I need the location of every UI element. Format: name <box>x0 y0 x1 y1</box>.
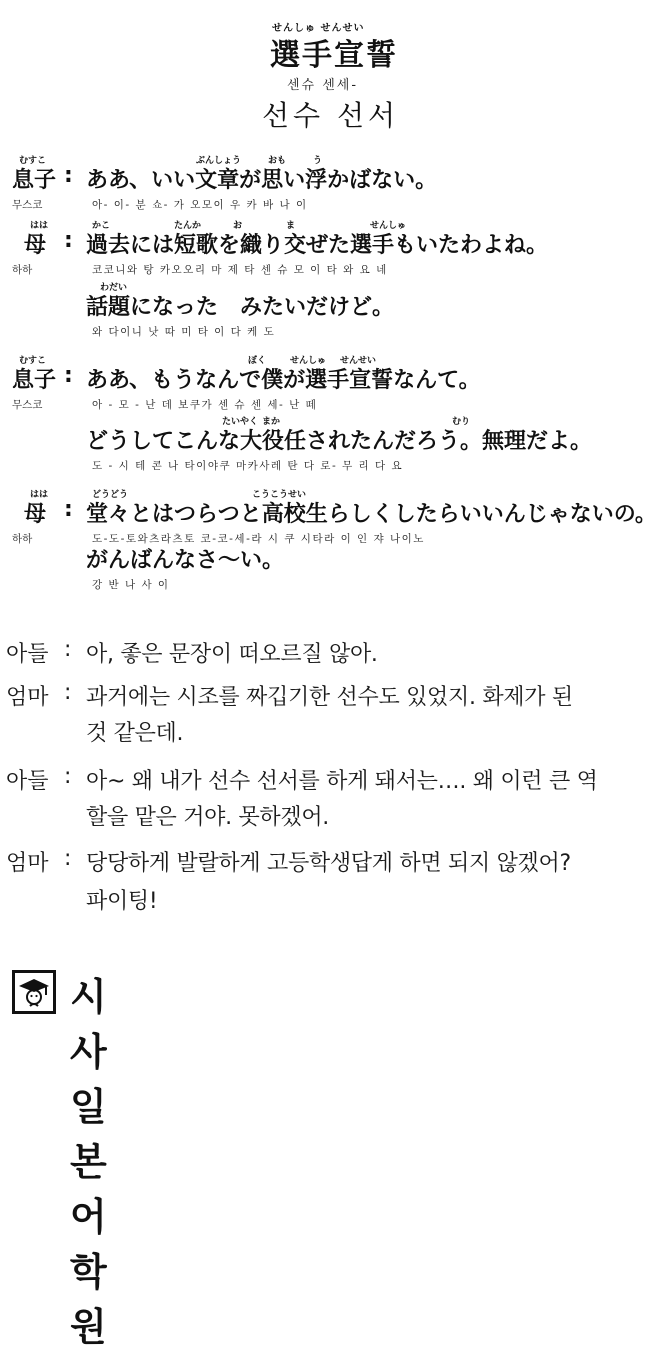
speaker-pronunciation: 하하 <box>12 264 33 276</box>
speaker-name: 息子 <box>12 168 57 193</box>
japanese-line: 話題になった みたいだけど。 <box>86 295 395 320</box>
korean-reading: 와 다이니 낫 따 미 타 이 다 케 도 <box>92 326 276 338</box>
furigana: まか <box>262 417 281 427</box>
title-ruby: せんしゅ せんせい <box>272 23 365 34</box>
speaker-colon: : <box>64 228 73 253</box>
furigana: ぼく <box>248 356 267 366</box>
speaker-ruby: むすこ <box>19 356 47 366</box>
korean-reading: 도 - 시 테 콘 나 타이야쿠 마카사레 탄 다 로- 무 리 다 요 <box>92 460 404 472</box>
speaker-pronunciation: 무스코 <box>12 399 43 411</box>
japanese-line: 堂々とはつらつと高校生らしくしたらいいんじゃないの。 <box>86 502 657 527</box>
translation-line: 아, 좋은 문장이 떠오르질 않아. <box>86 642 378 667</box>
furigana: ぶんしょう <box>196 156 242 166</box>
furigana: かこ <box>92 221 111 231</box>
korean-reading: 아- 이- 분 쇼- 가 오모이 우 카 바 나 이 <box>92 199 308 211</box>
speaker-name: 母 <box>24 233 47 258</box>
furigana: せんしゅ <box>370 221 407 231</box>
graduation-cap-face-icon <box>12 970 56 1014</box>
translation-line: 과거에는 시조를 짜깁기한 선수도 있었지. 화제가 된 <box>86 685 573 710</box>
furigana: せんせい <box>340 356 377 366</box>
furigana: おも <box>268 156 287 166</box>
japanese-line: 過去には短歌を織り交ぜた選手もいたわよね。 <box>86 233 549 258</box>
furigana: たんか <box>174 221 202 231</box>
title-japanese: 選手宣誓 <box>270 38 398 73</box>
translation-speaker: 엄마 <box>6 851 49 876</box>
speaker-name: 息子 <box>12 368 57 393</box>
furigana: どうどう <box>92 490 129 500</box>
speaker-ruby: はは <box>30 221 49 231</box>
speaker-ruby: むすこ <box>19 156 47 166</box>
speaker-name: 母 <box>24 502 47 527</box>
translation-speaker: 엄마 <box>6 685 49 710</box>
translation-line: 당당하게 발랄하게 고등학생답게 하면 되지 않겠어? <box>86 851 571 876</box>
korean-reading: 아 - 모 - 난 데 보쿠가 센 슈 센 세- 난 떼 <box>92 399 318 411</box>
translation-colon: : <box>64 637 72 662</box>
japanese-line: ああ、いい文章が思い浮かばない。 <box>86 168 438 193</box>
speaker-colon: : <box>64 163 73 188</box>
furigana: せんしゅ <box>290 356 327 366</box>
korean-reading: 도-도-토와츠라츠토 코-코-세-라 시 쿠 시타라 이 인 쟈 나이노 <box>92 533 425 545</box>
furigana: う <box>313 156 323 166</box>
furigana: ま <box>286 221 296 231</box>
translation-line: 할을 맡은 거야. 못하겠어. <box>86 805 329 830</box>
translation-colon: : <box>64 846 72 871</box>
japanese-line: どうしてこんな大役任されたんだろう。無理だよ。 <box>86 429 593 454</box>
furigana: むり <box>452 417 471 427</box>
translation-line: 아~ 왜 내가 선수 선서를 하게 돼서는…. 왜 이런 큰 역 <box>86 769 598 794</box>
speaker-colon: : <box>64 497 73 522</box>
translation-speaker: 아들 <box>6 642 49 667</box>
speaker-colon: : <box>64 363 73 388</box>
translation-line: 파이팅! <box>86 889 158 914</box>
furigana: お <box>233 221 243 231</box>
speaker-pronunciation: 무스코 <box>12 199 43 211</box>
title-korean: 선수 선서 <box>262 99 400 132</box>
furigana: たいやく <box>222 417 259 427</box>
korean-reading: 강 반 나 사 이 <box>92 579 170 591</box>
japanese-line: がんばんなさ～い。 <box>86 548 285 573</box>
title-pronunciation: 센슈 센세- <box>287 78 359 93</box>
speaker-ruby: はは <box>30 490 49 500</box>
speaker-pronunciation: 하하 <box>12 533 33 545</box>
translation-line: 것 같은데. <box>86 721 184 746</box>
japanese-line: ああ、もうなんで僕が選手宣誓なんて。 <box>86 368 481 393</box>
furigana: こうこうせい <box>252 490 307 500</box>
translation-colon: : <box>64 680 72 705</box>
furigana: わだい <box>100 283 128 293</box>
translation-speaker: 아들 <box>6 769 49 794</box>
logo-text: 시사일본어학원 <box>70 975 108 1349</box>
korean-reading: 코코니와 탕 카오오리 마 제 타 센 슈 모 이 타 와 요 네 <box>92 264 388 276</box>
translation-colon: : <box>64 764 72 789</box>
